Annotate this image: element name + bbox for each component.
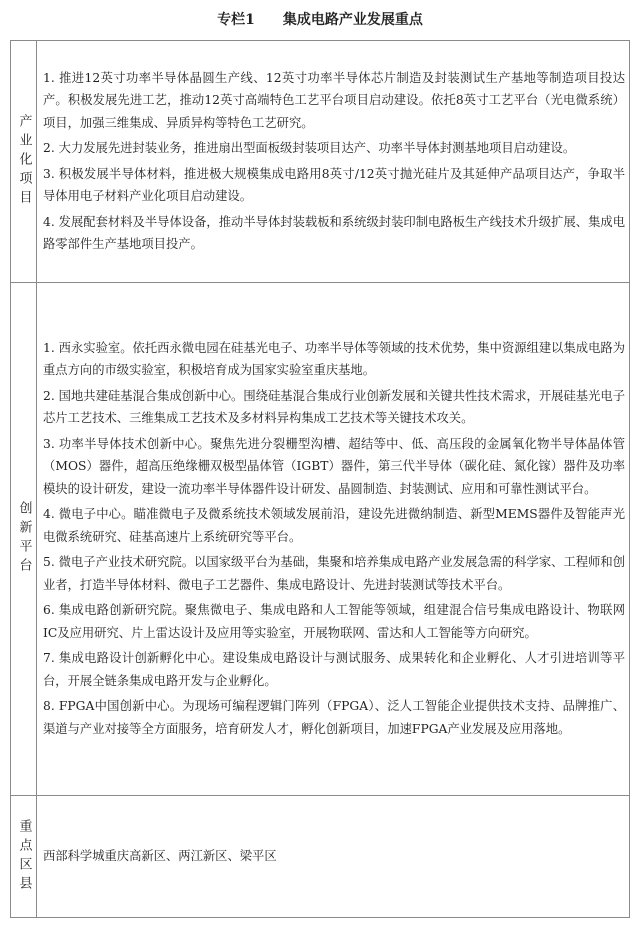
- list-item: 7. 集成电路设计创新孵化中心。建设集成电路设计与测试服务、成果转化和企业孵化、人才引进培训等平台，开展全链条集成电路开发与企业孵化。: [43, 651, 625, 688]
- table-row: [11, 283, 630, 796]
- list-item: 3. 功率半导体技术创新中心。聚焦先进分裂栅型沟槽、超结等中、低、高压段的金属氧化物半导体晶体管（MOS）器件，超高压绝缘栅双极型晶体管（IGBT）器件，第三代半导体（碳化硅、氮化镓）器件及功率模块的设计研发，建设一流功率半导体器件设计研发、晶圆制造、封装测试、应用和可靠性测试平台。: [43, 436, 625, 496]
- list-item: 3. 积极发展半导体材料，推进极大规模集成电路用8英寸/12英寸抛光硅片及其延伸产品项目达产，争取半导体用电子材料产业化项目启动建设。: [43, 166, 625, 203]
- table-row: [11, 41, 630, 283]
- category-label-industrial-projects: 产业化项目: [11, 41, 37, 283]
- list-item: 1. 西永实验室。依托西永微电园在硅基光电子、功率半导体等领域的技术优势，集中资源组建以集成电路为重点方向的市级实验室，积极培育成为国家实验室重庆基地。: [43, 340, 625, 378]
- list-item: 2. 大力发展先进封装业务，推进扇出型面板级封装项目达产、功率半导体封测基地项目启动建设。: [43, 141, 576, 155]
- industrial-projects-content: [37, 41, 630, 283]
- list-item: 4. 微电子中心。瞄准微电子及微系统技术领域发展前沿，建设先进微纳制造、新型MEMS器件及智能声光电微系统研究、硅基高速片上系统研究等平台。: [43, 507, 625, 544]
- list-item: 4. 发展配套材料及半导体设备，推动半导体封装载板和系统级封装印制电路板生产线技术升级扩展、集成电路零部件生产基地项目投产。: [43, 214, 625, 251]
- category-label-innovation-platforms: 创新平台: [11, 283, 37, 796]
- column-title: 专栏1 集成电路产业发展重点: [217, 12, 423, 28]
- list-item: 西部科学城重庆高新区、两江新区、梁平区: [43, 848, 277, 863]
- list-item: 2. 国地共建硅基混合集成创新中心。围绕硅基混合集成行业创新发展和关键共性技术需求，开展硅基光电子芯片工艺技术、三维集成工艺技术及多材料异构集成工艺技术等关键技术攻关。: [43, 388, 625, 426]
- list-item: 8. FPGA中国创新中心。为现场可编程逻辑门阵列（FPGA）、泛人工智能企业提供技术支持、品牌推广、渠道与产业对接等全方面服务，培育研发人才，孵化创新项目，加速FPGA产业发展及应用落地。: [43, 699, 625, 736]
- category-label-key-districts: 重点区县: [11, 796, 37, 918]
- list-item: 5. 微电子产业技术研究院。以国家级平台为基础，集聚和培养集成电路产业发展急需的科学家、工程师和创业者，打造半导体材料、微电子工艺器件、集成电路设计、先进封装测试等技术平台。: [43, 555, 625, 592]
- innovation-platforms-content: [37, 283, 630, 796]
- focus-table: [10, 40, 630, 918]
- table-row: [11, 796, 630, 918]
- key-districts-content: [37, 796, 630, 918]
- list-item: 1. 推进12英寸功率半导体晶圆生产线、12英寸功率半导体芯片制造及封装测试生产基地等制造项目投达产。积极发展先进工艺，推动12英寸高端特色工艺平台项目启动建设。依托8英寸工艺平台（光电微系统）项目，加强三维集成、异质异构等特色工艺研究。: [43, 70, 625, 130]
- list-item: 6. 集成电路创新研究院。聚焦微电子、集成电路和人工智能等领域，组建混合信号集成电路设计、物联网IC及应用研究、片上雷达设计及应用等实验室，开展物联网、雷达和人工智能等方向研究。: [43, 603, 625, 640]
